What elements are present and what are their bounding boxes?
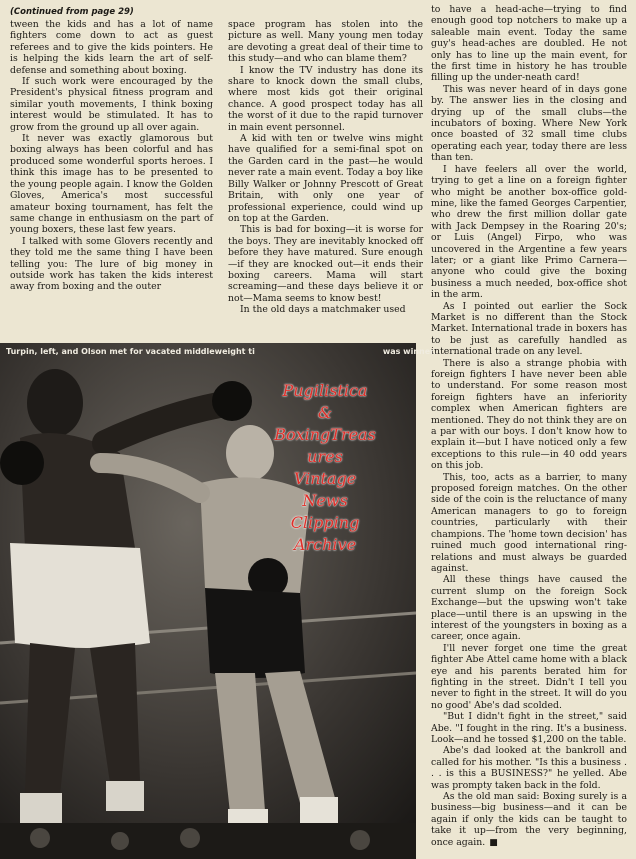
paragraph: This is bad for boxing—it is worse for the boys. They are inevitably knocked off before they have matured. Sure enough—if they are knocked out—it ends their boxing careers. Mama will start screaming—and these days believe it or not—Mama seems to know best! xyxy=(228,224,423,304)
paragraph: This, too, acts as a barrier, to many proposed foreign matches. On the other side of the coin is the reluctance of many American managers to go to foreign countries, particularly with their champions. The 'home town decision' has ruined much good international ring-relations and must always be guarded against. xyxy=(431,471,627,574)
watermark-line: & xyxy=(317,403,333,422)
paragraph: to have a head-ache—trying to find enough good top notchers to make up a saleable main event. Today the same guy's head-aches are doubled. He not only has to line up the main event, for the first time in history he has trouble filling up the under-neath card! xyxy=(431,4,627,84)
photo-caption xyxy=(6,347,436,356)
watermark-line: Clipping xyxy=(290,513,360,532)
paragraph: In the old days a matchmaker used xyxy=(240,304,406,316)
article-column-3 xyxy=(431,4,627,854)
paragraph: space program has stolen into the picture as well. Many young men today are devoting a great deal of their time to this study—and who can blame them? xyxy=(228,19,423,65)
watermark-line: News xyxy=(302,491,348,510)
watermark-line: BoxingTreas xyxy=(274,425,376,444)
article-column-1 xyxy=(10,19,213,341)
paragraph: This was never heard of in days gone by. The answer lies in the closing and drying up of the small clubs—the incubators of boxing. Where New York once boasted of 32 small time clubs operating each year, today there are less than ten. xyxy=(431,83,627,164)
paragraph: There is also a strange phobia with foreign fighters I have never been able to understand. For some reason most foreign fighters have an inferiority complex when American fighters are mentioned. They do not think they are on a par with our boys. I don't know how to explain it—but I have noticed only a few exceptions to this rule—in 40 odd years on this job. xyxy=(431,357,627,472)
paragraph: Abe's dad looked at the bankroll and called for his mother. "Is this a business . . . is this a BUSINESS?" he yelled. Abe was prompty taken back in the fold. xyxy=(431,745,627,791)
paragraph: I talked with some Glovers recently and they told me the same thing I have been telling you: The lure of big money in outside work has taken the kids interest away from boxing and the outer xyxy=(10,235,213,293)
watermark-line: ures xyxy=(307,447,343,466)
paragraph: I'll never forget one time the great fighter Abe Attel came home with a black eye and his parents berated him for fighting in the street. Didn't I tell you never to fight in the street. It will do you no good' Abe's dad scolded. xyxy=(431,642,627,711)
watermark-line: Vintage xyxy=(293,469,357,488)
watermark-line: Archive xyxy=(293,535,357,554)
end-mark: ■ xyxy=(489,837,498,848)
paragraph: I have feelers all over the world, trying to get a line on a foreign fighter who might be another box-office gold-mine, like the famed Georges Carpentier, who drew the first million dollar gate with Jack Dempsey in the Roaring 20's; or Luis (Angel) Firpo, who was uncovered in the Argentine a few years later; or a giant like Primo Carnera—anyone who could give the boxing business a much needed, box-office shot in the arm. xyxy=(431,163,627,301)
paragraph: tween the kids and has a lot of name fighters come down to act as guest referees and to give the kids pointers. He is helping the kids learn the art of self-defense and something about boxing. xyxy=(10,19,213,76)
continued-note: (Continued from page 29) xyxy=(10,7,134,17)
paragraph: All these things have caused the current slump on the foreign Sock Exchange—but the upswing won't take place—until there is an upswing in the interest of the youngsters in boxing as a career, once again. xyxy=(431,574,627,643)
paragraph: If such work were encouraged by the President's physical fitness program and similar youth movements, I think boxing interest would be stimulated. It has to grow from the ground up all over again. xyxy=(10,76,213,133)
paragraph: I know the TV industry has done its share to knock down the small clubs, where most kids got their original chance. A good prospect today has all the worst of it due to the rapid turnover in main event personnel. xyxy=(228,64,423,133)
article-column-2 xyxy=(228,19,423,341)
caption-right: was winner. xyxy=(382,347,436,356)
paragraph: It never was exactly glamorous but boxing always has been colorful and has produced some wonderful sports heroes. I think this image has to be presented to the young people again. I know the Golden Gloves, America's most successful amateur boxing tournament, has felt the same change in enthusiasm on the part of young boxers, these last few years. xyxy=(10,133,213,236)
paragraph: A kid with ten or twelve wins might have qualified for a semi-final spot on the Garden card in the past—he would never rate a main event. Today a boy like Billy Walker or Johnny Prescott of Great Britain, with only one year of professional experience, could wind up on top at the Garden. xyxy=(228,133,423,224)
watermark-line: Pugilistica xyxy=(282,381,368,400)
paragraph: As I pointed out earlier the Sock Market is no different than the Stock Market. International trade in boxers has to be just as carefully handled as international trade on any level. xyxy=(431,300,627,358)
caption-left: Turpin, left, and Olson met for vacated middleweight ti xyxy=(6,347,255,356)
paragraph: "But I didn't fight in the street," said Abe. "I fought in the ring. It's a business. Look—and he tossed $1,200 on the table. xyxy=(431,711,627,745)
paragraph: As the old man said: Boxing surely is a business—big business—and it can be again if only the kids can be taught to take it up—from the very beginning, once again. ■ xyxy=(431,791,627,848)
watermark xyxy=(250,380,400,556)
